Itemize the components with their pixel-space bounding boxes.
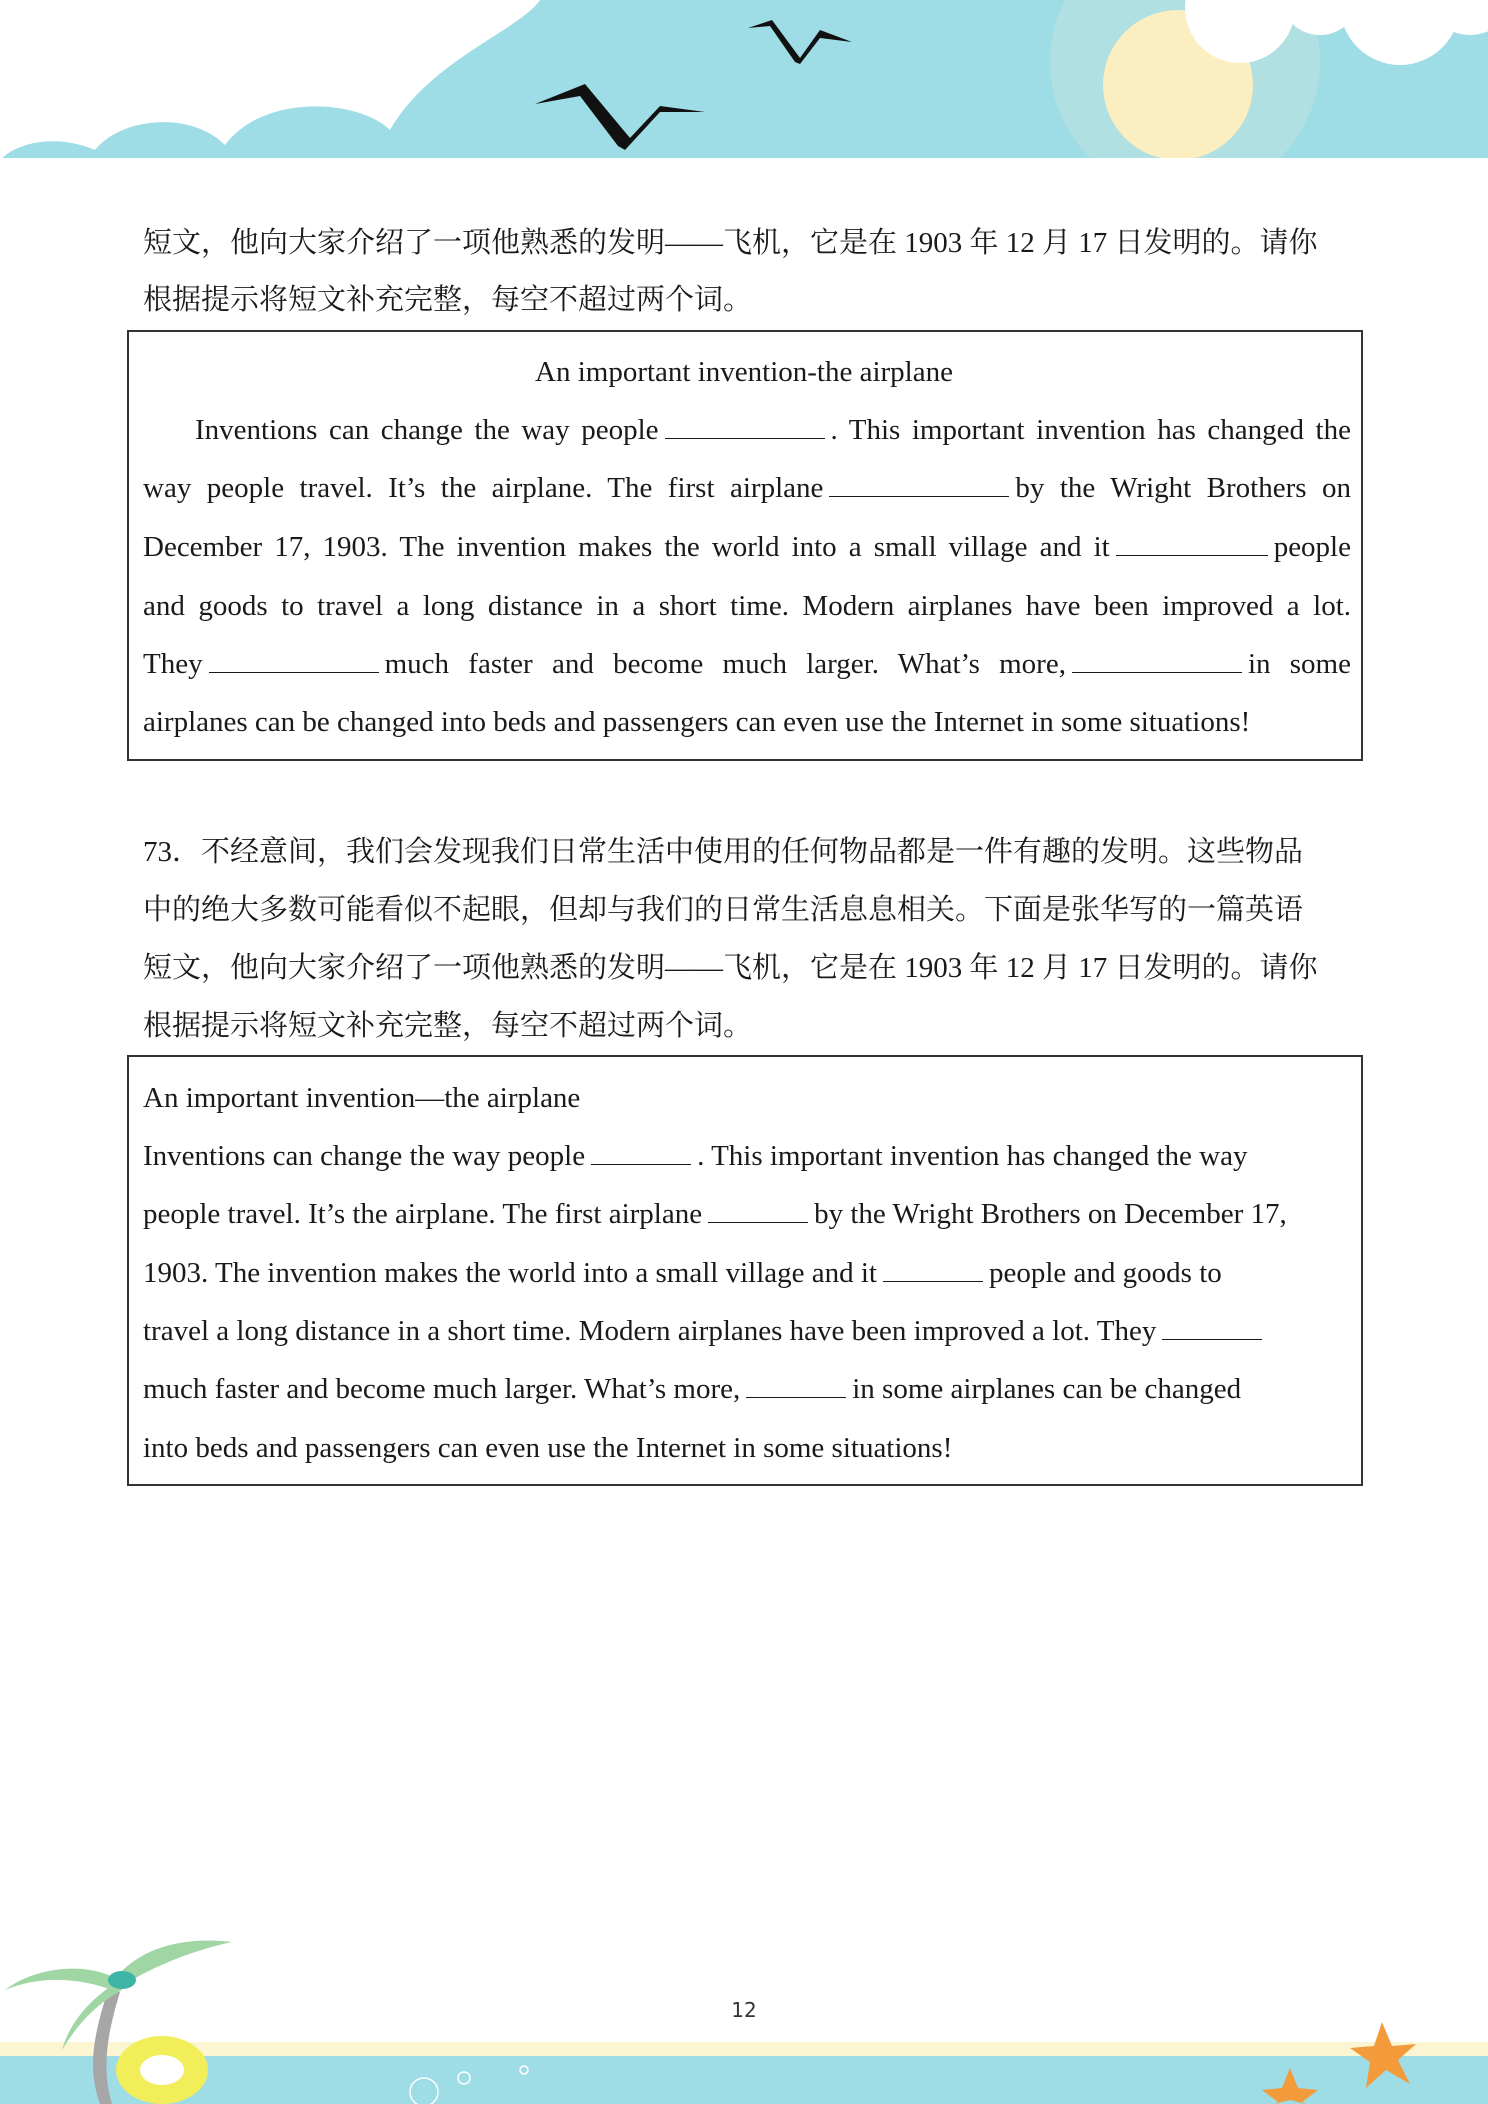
answer-blank-1[interactable] (665, 412, 825, 439)
answer-blank-2[interactable] (829, 470, 1009, 497)
answer-blank-5[interactable] (1072, 646, 1242, 673)
passage-line (143, 1311, 1268, 1351)
passage-line (143, 644, 1351, 684)
passage-text: . This important invention has changed the (830, 414, 1351, 446)
passage-text: much faster and become much larger. What’s more, (384, 648, 1066, 680)
intro-line: 根据提示将短文补充完整，每空不超过两个词。 (143, 284, 753, 316)
passage-text: way people travel. It’s the airplane. The first airplane (143, 472, 824, 504)
passage-line (143, 1253, 1222, 1293)
answer-blank-1[interactable] (591, 1138, 691, 1165)
passage-line (143, 1369, 1241, 1409)
passage-line (143, 1136, 1247, 1176)
passage-title: An important invention—the airplane (143, 1082, 581, 1114)
sea-strip (0, 2056, 1488, 2104)
page-number: 12 (731, 1998, 757, 2022)
passage-text: people and goods to (989, 1257, 1222, 1289)
answer-blank-3[interactable] (883, 1255, 983, 1282)
header-sky-banner (0, 0, 1488, 170)
question-73-line: 根据提示将短文补充完整，每空不超过两个词。 (143, 1010, 753, 1042)
passage-text: in some (1247, 648, 1351, 680)
answer-blank-2[interactable] (708, 1196, 808, 1223)
question-73-line: 73．不经意间，我们会发现我们日常生活中使用的任何物品都是一件有趣的发明。这些物品 (143, 836, 1304, 868)
answer-blank-4[interactable] (209, 646, 379, 673)
sand-strip (0, 2042, 1488, 2056)
passage-line (143, 527, 1351, 567)
swim-ring-icon (116, 2036, 208, 2104)
passage-line: airplanes can be changed into beds and passengers can even use the Internet in some situations! (143, 706, 1251, 738)
intro-line: 短文，他向大家介绍了一项他熟悉的发明——飞机，它是在 1903 年 12 月 17 日发明的。请你 (143, 227, 1318, 259)
passage-line: and goods to travel a long distance in a short time. Modern airplanes have been improved a lot. (143, 590, 1351, 622)
passage-text: people travel. It’s the airplane. The first airplane (143, 1198, 703, 1230)
passage-line (143, 468, 1351, 508)
passage-text: Inventions can change the way people (195, 414, 659, 446)
passage-line (143, 1194, 1287, 1234)
passage-text: 1903. The invention makes the world into a small village and it (143, 1257, 877, 1289)
passage-text: by the Wright Brothers on (1015, 472, 1351, 504)
passage-text: Inventions can change the way people (143, 1140, 586, 1172)
footer-beach-banner (0, 1920, 1488, 2104)
passage-text: much faster and become much larger. What’s more, (143, 1373, 741, 1405)
passage-text: travel a long distance in a short time. Modern airplanes have been improved a lot. They (143, 1315, 1157, 1347)
answer-blank-3[interactable] (1116, 529, 1268, 556)
question-73-line: 中的绝大多数可能看似不起眼，但却与我们的日常生活息息相关。下面是张华写的一篇英语 (143, 894, 1304, 926)
answer-blank-4[interactable] (1162, 1313, 1262, 1340)
passage-text: people (1273, 531, 1351, 563)
passage-title: An important invention-the airplane (535, 356, 953, 388)
passage-text: . This important invention has changed the way (697, 1140, 1248, 1172)
question-73-line: 短文，他向大家介绍了一项他熟悉的发明——飞机，它是在 1903 年 12 月 17 日发明的。请你 (143, 952, 1318, 984)
passage-line: into beds and passengers can even use the Internet in some situations! (143, 1432, 953, 1464)
passage-text: in some airplanes can be changed (852, 1373, 1242, 1405)
answer-blank-5[interactable] (746, 1371, 846, 1398)
passage-text: by the Wright Brothers on December 17, (814, 1198, 1287, 1230)
passage-text: December 17, 1903. The invention makes the world into a small village and it (143, 531, 1110, 563)
passage-text: They (143, 648, 203, 680)
passage-line (195, 410, 1351, 450)
